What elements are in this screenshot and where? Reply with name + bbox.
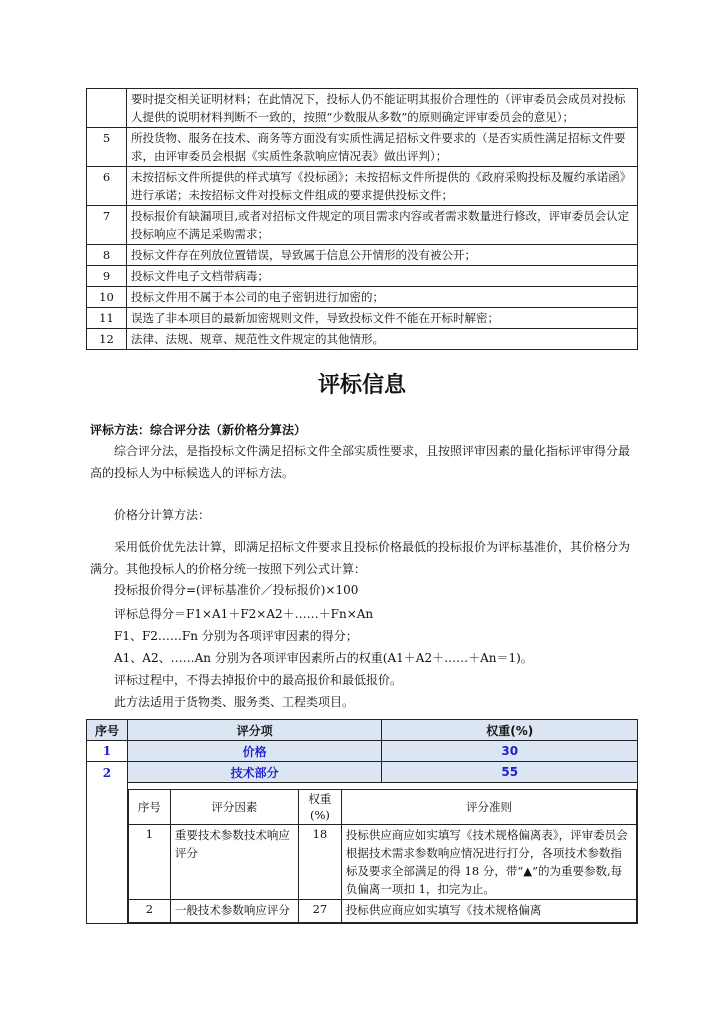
table-header-row (87, 720, 638, 741)
tech-factor-table (128, 789, 637, 923)
row-number: 9 (87, 266, 127, 287)
row-number: 6 (87, 167, 127, 206)
inner-header-row (128, 790, 636, 825)
row-number: 11 (87, 308, 127, 329)
formula-line: 评标过程中，不得去掉报价中的最高报价和最低报价。 (114, 673, 403, 687)
disqualification-table (86, 88, 638, 350)
table-row (87, 89, 638, 128)
row-text: 投标文件电子文档带病毒； (127, 266, 638, 287)
tech-weight: 55 (382, 762, 638, 783)
section-title: 评标信息 (317, 373, 406, 398)
price-row (87, 741, 638, 762)
table-row (87, 245, 638, 266)
header-no: 序号 (87, 720, 128, 741)
factor-no: 2 (128, 900, 170, 923)
price-heading: 价格分计算方法： (114, 508, 211, 522)
table-row (87, 329, 638, 350)
table-row (87, 266, 638, 287)
row-text: 投标报价有缺漏项目,或者对招标文件规定的项目需求内容或者需求数量进行修改，评审委员会认定投标响应不满足采购需求； (127, 206, 638, 245)
row-number: 5 (87, 128, 127, 167)
price-no: 1 (87, 741, 128, 762)
factor-rule: 投标供应商应如实填写《技术规格偏离表》，评审委员会根据技术需求参数响应情况进行打分，各项技术参数指标及要求全部满足的得 18 分，带“▲”的为重要参数,每负偏离一项扣 1，扣完为止。 (341, 825, 636, 900)
price-weight: 30 (382, 741, 638, 762)
table-row (128, 825, 636, 900)
factor-name: 一般技术参数响应评分 (170, 900, 298, 923)
tech-item: 技术部分 (127, 762, 382, 783)
price-description: 采用低价优先法计算，即满足招标文件要求且投标价格最低的投标报价为评标基准价，其价格分为满分。其他投标人的价格分统一按照下列公式计算： (90, 540, 631, 576)
tech-no: 2 (87, 762, 128, 924)
row-text: 所投货物、服务在技术、商务等方面没有实质性满足招标文件要求的（是否实质性满足招标文件要求，由评审委员会根据《实质性条款响应情况表》做出评判）； (127, 128, 638, 167)
row-text: 投标文件用不属于本公司的电子密钥进行加密的； (127, 287, 638, 308)
tech-detail-cell (127, 783, 637, 924)
inner-header-factor: 评分因素 (170, 790, 298, 825)
inner-header-rule: 评分准则 (341, 790, 636, 825)
factor-rule: 投标供应商应如实填写《技术规格偏离 (341, 900, 636, 923)
row-text: 误选了非本项目的最新加密规则文件，导致投标文件不能在开标时解密； (127, 308, 638, 329)
table-row (87, 287, 638, 308)
row-number: 8 (87, 245, 127, 266)
header-weight: 权重(%) (382, 720, 638, 741)
factor-name: 重要技术参数技术响应评分 (170, 825, 298, 900)
price-item: 价格 (127, 741, 382, 762)
formula-line: A1、A2、……An 分别为各项评审因素所占的权重(A1＋A2＋……＋An＝1)。 (114, 651, 533, 665)
factor-weight: 27 (298, 900, 341, 923)
tech-detail-row (87, 783, 638, 924)
table-row (87, 206, 638, 245)
scoring-table (86, 719, 638, 924)
row-number (87, 89, 127, 128)
tech-row (87, 762, 638, 783)
table-row (87, 167, 638, 206)
inner-header-no: 序号 (128, 790, 170, 825)
row-text: 投标文件存在列放位置错误，导致属于信息公开情形的没有被公开； (127, 245, 638, 266)
inner-header-weight: 权重(%) (298, 790, 341, 825)
formula-line: 投标报价得分=(评标基准价／投标报价)×100 (114, 583, 359, 597)
factor-weight: 18 (298, 825, 341, 900)
table-row (128, 900, 636, 923)
header-item: 评分项 (127, 720, 382, 741)
row-text: 未按招标文件所提供的样式填写《投标函》；未按招标文件所提供的《政府采购投标及履约承诺函》进行承诺；未按招标文件对投标文件组成的要求提供投标文件； (127, 167, 638, 206)
method-title: 评标方法：综合评分法（新价格分算法） (90, 423, 307, 437)
intro-paragraph: 综合评分法，是指投标文件满足招标文件全部实质性要求，且按照评审因素的量化指标评审得分最高的投标人为中标候选人的评标方法。 (90, 444, 631, 480)
factor-no: 1 (128, 825, 170, 900)
formula-line: 此方法适用于货物类、服务类、工程类项目。 (114, 695, 355, 709)
formula-line: 评标总得分＝F1×A1＋F2×A2＋……＋Fn×An (114, 607, 374, 621)
row-text: 法律、法规、规章、规范性文件规定的其他情形。 (127, 329, 638, 350)
row-text: 要时提交相关证明材料；在此情况下，投标人仍不能证明其报价合理性的（评审委员会成员对投标人提供的说明材料判断不一致的，按照“少数服从多数”的原则确定评审委员会的意见）； (127, 89, 638, 128)
table-row (87, 308, 638, 329)
row-number: 12 (87, 329, 127, 350)
formula-line: F1、F2……Fn 分别为各项评审因素的得分； (114, 629, 358, 643)
row-number: 10 (87, 287, 127, 308)
table-row (87, 128, 638, 167)
row-number: 7 (87, 206, 127, 245)
